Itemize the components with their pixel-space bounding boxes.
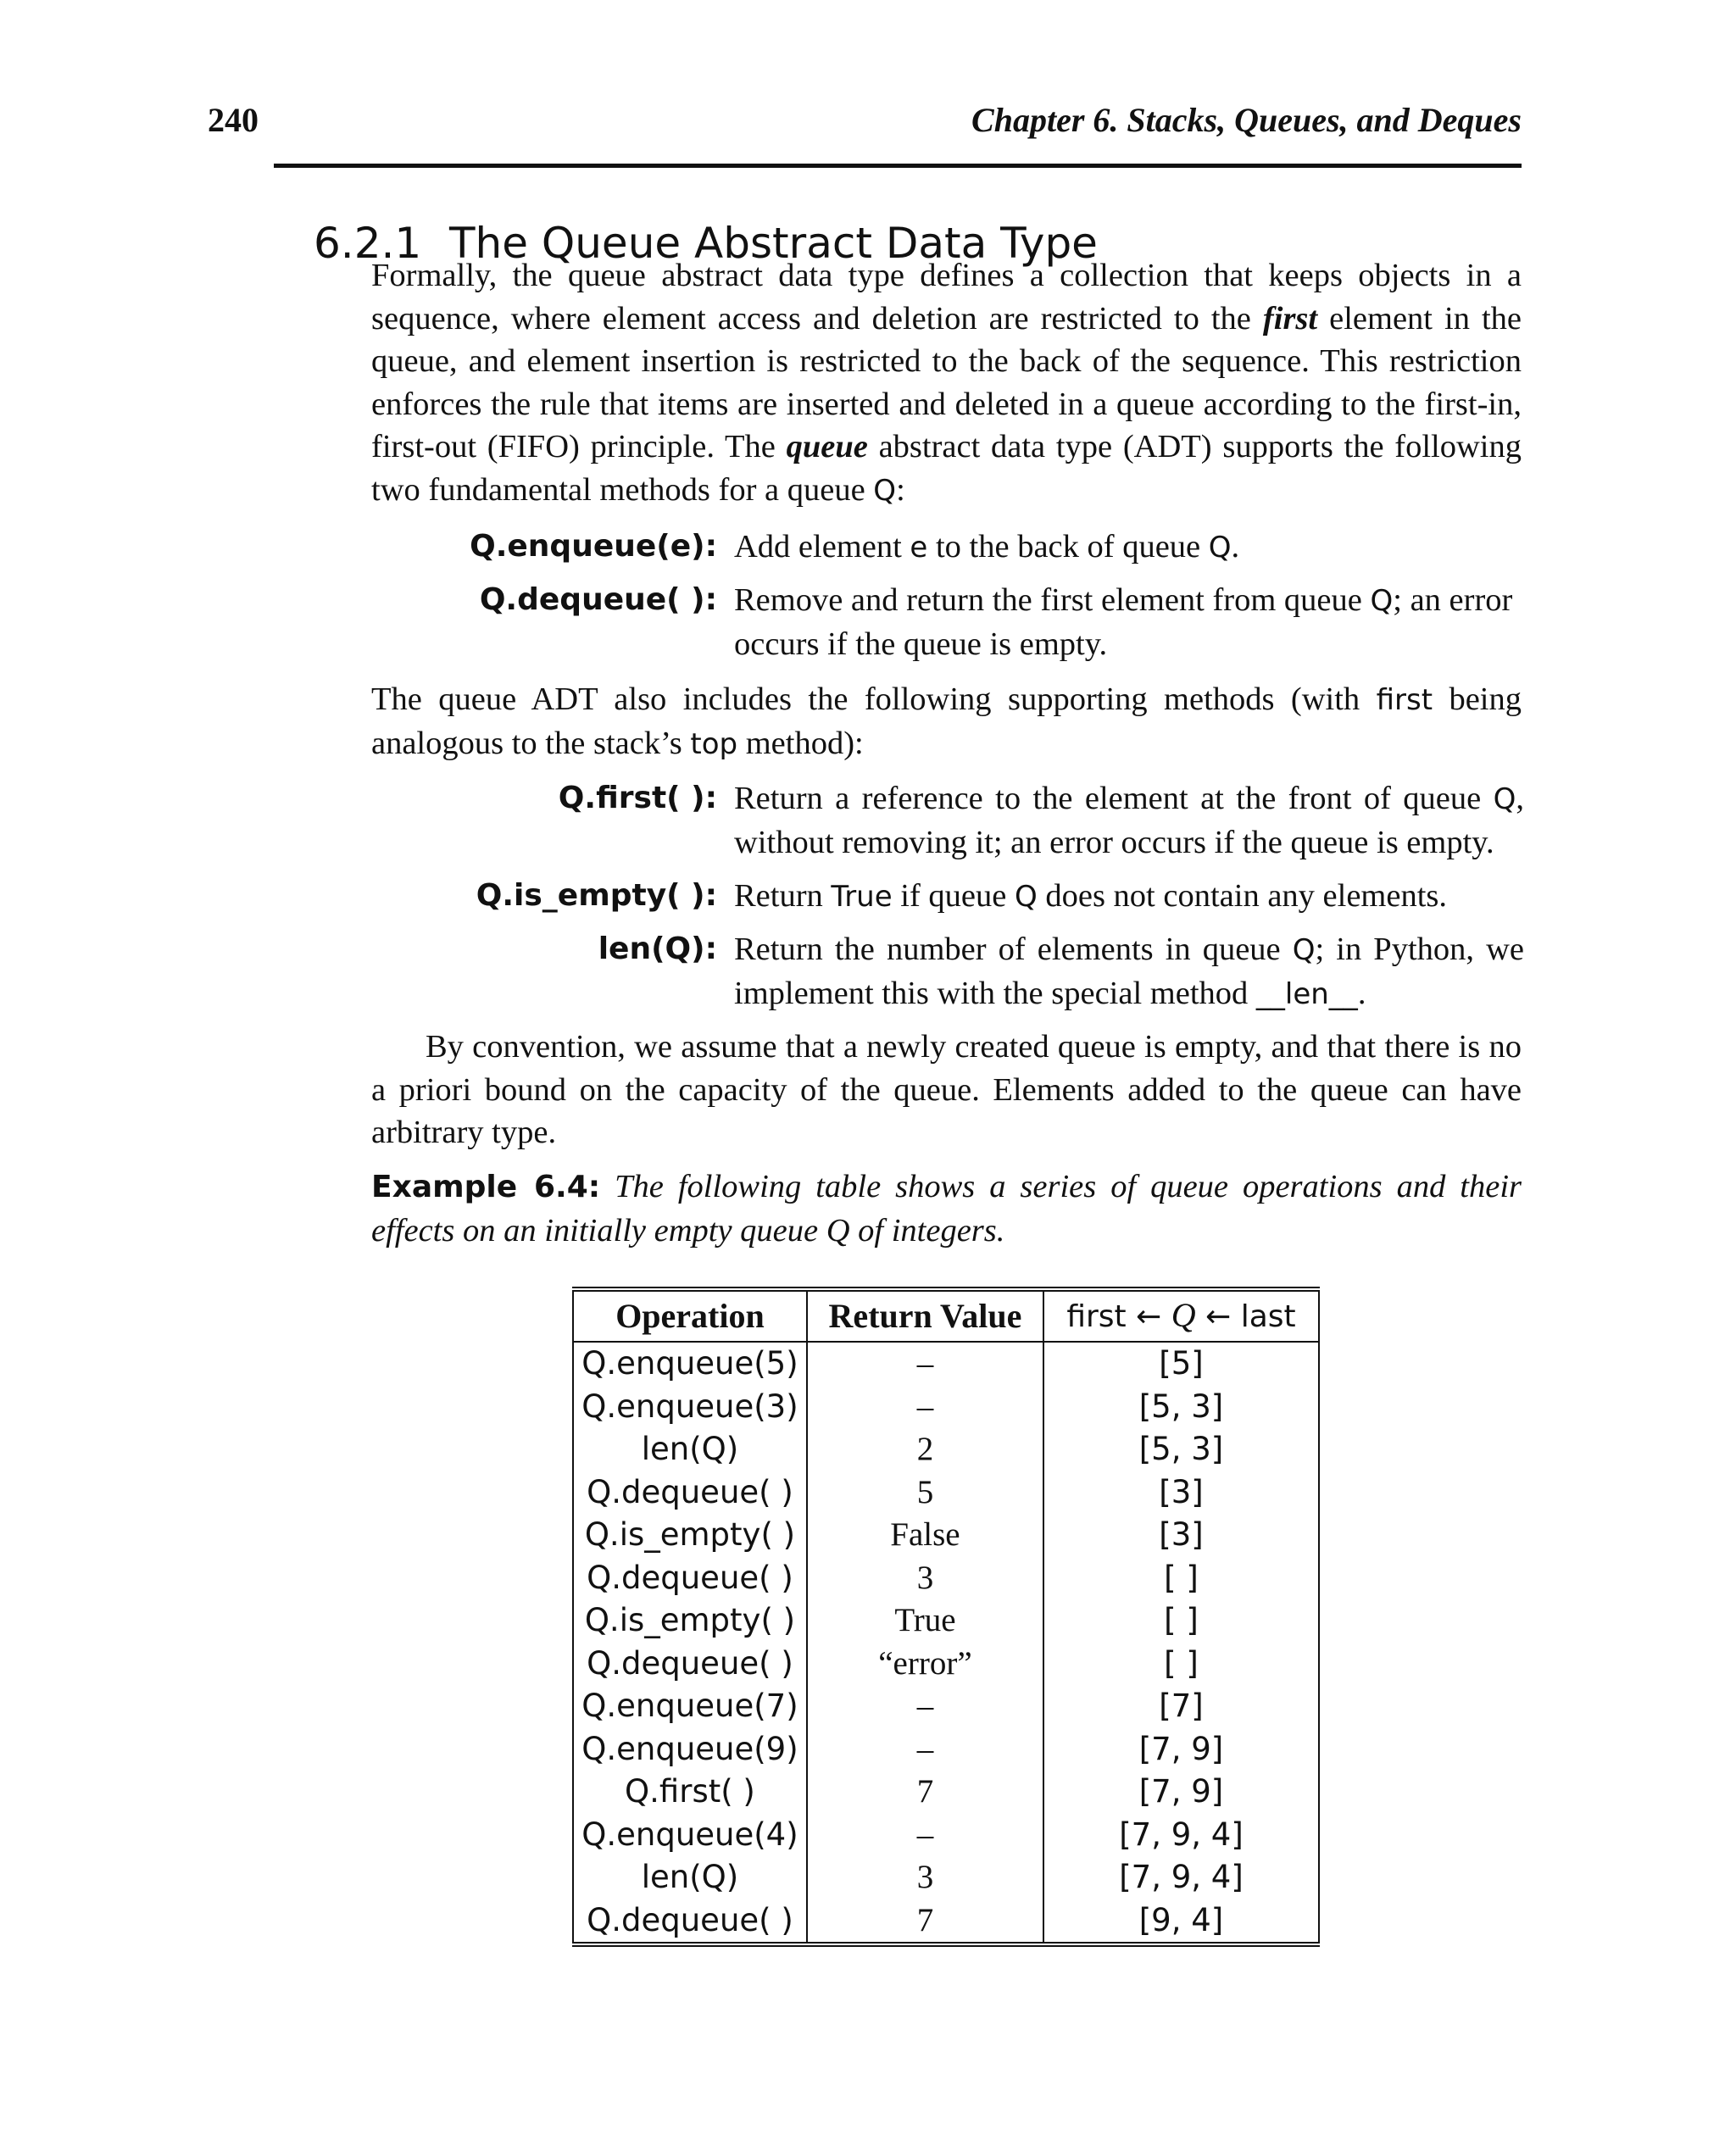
- code-e: e: [910, 531, 928, 564]
- cell-operation: Q.is_empty( ): [573, 1514, 807, 1557]
- code-True: True: [831, 880, 893, 914]
- table-row: [573, 1856, 1319, 1899]
- intro-text-2: element in the queue, and element insertion is restricted to the back of the sequence. This restriction enforces the rule that items are inserted and deleted in a queue according to the first-in, first-out (FIFO) principle. The: [371, 300, 1522, 464]
- cell-operation: Q.is_empty( ): [573, 1599, 807, 1643]
- desc-text: if queue: [892, 878, 1015, 914]
- intro-paragraph: [371, 254, 1522, 512]
- arrow-icon: ←: [1205, 1299, 1232, 1334]
- table-row: [573, 1471, 1319, 1515]
- cell-state: [5, 3]: [1043, 1386, 1319, 1429]
- emph-first: first: [1262, 300, 1318, 336]
- example-text: The following table shows a series of queue operations and their effects on an initially empty queue Q of integers.: [371, 1169, 1522, 1248]
- cell-state: [ ]: [1043, 1643, 1319, 1686]
- running-head: Chapter 6. Stacks, Queues, and Deques: [971, 101, 1522, 139]
- intro-text-end: :: [896, 471, 905, 508]
- method-name-is-empty: Q.is_empty( ):: [476, 878, 717, 913]
- table-row: [573, 1899, 1319, 1945]
- desc-text: Return: [734, 878, 832, 914]
- support-text-1: The queue ADT also includes the following supporting methods (with: [371, 681, 1377, 717]
- header-last: last: [1240, 1299, 1296, 1334]
- table-row: [573, 1428, 1319, 1471]
- section-number: 6.2.1: [314, 218, 422, 268]
- table-row: [573, 1643, 1319, 1686]
- cell-state: [3]: [1043, 1471, 1319, 1515]
- cell-operation: Q.enqueue(4): [573, 1814, 807, 1857]
- code-len-dunder: __len__: [1255, 976, 1358, 1011]
- method-desc-len: [734, 928, 1524, 1015]
- method-name-len: len(Q):: [598, 931, 717, 966]
- method-name-enqueue: Q.enqueue(e):: [470, 529, 717, 564]
- desc-text: Return the number of elements in queue: [734, 931, 1293, 967]
- support-text-3: method):: [737, 725, 864, 761]
- code-Q: Q: [1014, 880, 1038, 914]
- cell-return: “error”: [807, 1643, 1043, 1686]
- table-row: [573, 1728, 1319, 1771]
- cell-return: 7: [807, 1771, 1043, 1814]
- cell-return: –: [807, 1685, 1043, 1728]
- cell-return: 3: [807, 1856, 1043, 1899]
- example-caption: [371, 1165, 1522, 1252]
- cell-state: [5, 3]: [1043, 1428, 1319, 1471]
- table-row: [573, 1342, 1319, 1386]
- header-return-value: Return Value: [807, 1289, 1043, 1342]
- desc-text: ; in Python, we implement this with the special method: [734, 931, 1524, 1011]
- convention-paragraph: [371, 1026, 1522, 1154]
- cell-return: 5: [807, 1471, 1043, 1515]
- code-first: first: [1376, 683, 1433, 717]
- cell-state: [5]: [1043, 1342, 1319, 1386]
- header-rule: [274, 164, 1522, 168]
- table-header-row: [573, 1289, 1319, 1342]
- desc-text: .: [1357, 975, 1366, 1011]
- cell-state: [7, 9]: [1043, 1728, 1319, 1771]
- cell-return: 2: [807, 1428, 1043, 1471]
- desc-text: Add element: [734, 529, 910, 564]
- cell-operation: Q.first( ): [573, 1771, 807, 1814]
- cell-state: [ ]: [1043, 1599, 1319, 1643]
- support-text-2: being analogous to the stack’s: [371, 681, 1522, 761]
- supporting-paragraph: [371, 678, 1522, 765]
- cell-operation: Q.enqueue(7): [573, 1685, 807, 1728]
- desc-text: Remove and return the first element from queue: [734, 582, 1371, 618]
- cell-state: [7, 9, 4]: [1043, 1814, 1319, 1857]
- table-row: [573, 1557, 1319, 1600]
- cell-state: [7]: [1043, 1685, 1319, 1728]
- page-number: 240: [208, 101, 259, 139]
- desc-text: Return a reference to the element at the front of queue: [734, 781, 1494, 816]
- table-row: [573, 1599, 1319, 1643]
- table-body: [573, 1342, 1319, 1944]
- code-Q: Q: [1370, 584, 1394, 618]
- code-top: top: [690, 726, 738, 761]
- cell-return: False: [807, 1514, 1043, 1557]
- desc-text: to the back of queue: [927, 529, 1209, 564]
- header-queue-state: [1043, 1289, 1319, 1342]
- arrow-icon: ←: [1136, 1299, 1162, 1334]
- table-row: [573, 1814, 1319, 1857]
- table-row: [573, 1514, 1319, 1557]
- table-row: [573, 1771, 1319, 1814]
- cell-state: [7, 9]: [1043, 1771, 1319, 1814]
- header-first: first: [1066, 1299, 1127, 1334]
- desc-text: .: [1231, 529, 1240, 564]
- emph-queue: queue: [786, 429, 868, 464]
- method-desc-is-empty: [734, 875, 1524, 919]
- cell-return: –: [807, 1386, 1043, 1429]
- intro-text-1: Formally, the queue abstract data type defines a collection that keeps objects in a sequence, where element access and deletion are restricted to the: [371, 258, 1522, 336]
- table-row: [573, 1685, 1319, 1728]
- cell-return: –: [807, 1814, 1043, 1857]
- header-q: Q: [1171, 1296, 1196, 1334]
- cell-state: [ ]: [1043, 1557, 1319, 1600]
- desc-text: ; an error occurs if the queue is empty.: [734, 582, 1513, 662]
- cell-operation: len(Q): [573, 1856, 807, 1899]
- cell-operation: Q.dequeue( ): [573, 1643, 807, 1686]
- cell-return: –: [807, 1342, 1043, 1386]
- code-Q: Q: [1493, 782, 1516, 816]
- cell-operation: Q.enqueue(3): [573, 1386, 807, 1429]
- section-title: The Queue Abstract Data Type: [449, 218, 1098, 268]
- cell-state: [9, 4]: [1043, 1899, 1319, 1945]
- intro-text-3: abstract data type (ADT) supports the following two fundamental methods for a queue: [371, 429, 1522, 508]
- method-desc-dequeue: [734, 579, 1524, 665]
- desc-text: does not contain any elements.: [1037, 878, 1447, 914]
- cell-return: 3: [807, 1557, 1043, 1600]
- cell-operation: Q.dequeue( ): [573, 1557, 807, 1600]
- cell-operation: Q.dequeue( ): [573, 1471, 807, 1515]
- cell-operation: Q.enqueue(9): [573, 1728, 807, 1771]
- queue-operations-table: [572, 1287, 1320, 1947]
- cell-return: –: [807, 1728, 1043, 1771]
- cell-state: [3]: [1043, 1514, 1319, 1557]
- method-desc-enqueue: [734, 526, 1524, 570]
- cell-return: True: [807, 1599, 1043, 1643]
- cell-operation: len(Q): [573, 1428, 807, 1471]
- header-operation: Operation: [573, 1289, 807, 1342]
- cell-operation: Q.dequeue( ): [573, 1899, 807, 1945]
- code-Q: Q: [1208, 531, 1232, 564]
- cell-operation: Q.enqueue(5): [573, 1342, 807, 1386]
- method-name-dequeue: Q.dequeue( ):: [479, 582, 717, 617]
- cell-return: 7: [807, 1899, 1043, 1945]
- cell-state: [7, 9, 4]: [1043, 1856, 1319, 1899]
- table-row: [573, 1386, 1319, 1429]
- desc-text: , without removing it; an error occurs if the queue is empty.: [734, 781, 1524, 860]
- code-Q: Q: [873, 473, 897, 508]
- example-label: Example 6.4:: [371, 1170, 601, 1204]
- code-Q: Q: [1292, 933, 1316, 967]
- method-desc-first: [734, 777, 1524, 864]
- convention-text: By convention, we assume that a newly created queue is empty, and that there is no a priori bound on the capacity of the queue. Elements added to the queue can have arbitrary type.: [371, 1029, 1522, 1150]
- method-name-first: Q.first( ):: [558, 781, 717, 815]
